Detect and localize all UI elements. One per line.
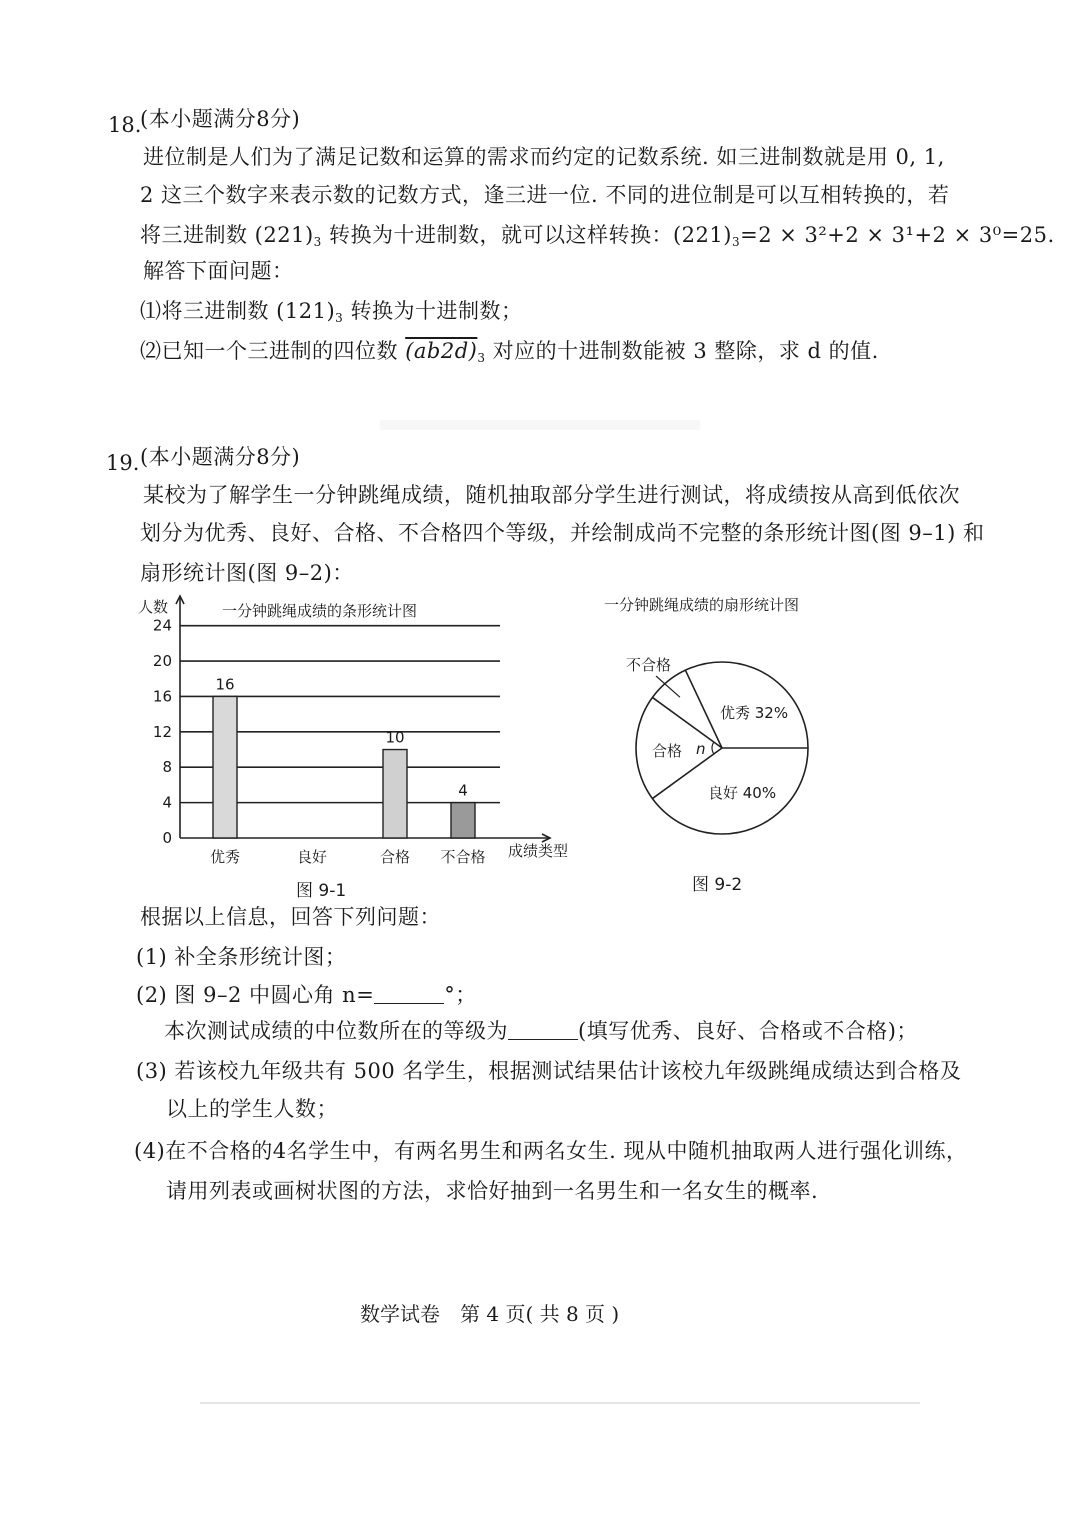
q19-part3-line1: (3) 若该校九年级共有 500 名学生，根据测试结果估计该校九年级跳绳成绩达到合格及	[136, 1059, 962, 1083]
q18-line3-prefix: 将三进制数 (221)	[140, 223, 314, 247]
x-tick-label: 合格	[379, 848, 411, 866]
pie-label-pass: 合格	[652, 742, 683, 760]
q18-part2-prefix: ⑵已知一个三进制的四位数	[140, 339, 406, 363]
q18-prompt: 解答下面问题：	[143, 259, 294, 283]
q18-line3-sub: 3	[313, 235, 322, 249]
q19-after-prompt: 根据以上信息，回答下列问题：	[140, 905, 441, 929]
bar-优秀	[213, 696, 237, 838]
q19-intro-line1: 某校为了解学生一分钟跳绳成绩，随机抽取部分学生进行测试，将成绩按从高到低依次	[143, 483, 960, 507]
q18-line3-mid: 转换为十进制数，就可以这样转换：(221)	[321, 223, 732, 247]
q19-intro-line2: 划分为优秀、良好、合格、不合格四个等级，并绘制成尚不完整的条形统计图(图 9–1) 和	[140, 521, 985, 545]
y-tick-label: 4	[162, 793, 172, 812]
x-tick-label: 优秀	[209, 848, 241, 866]
pie-chart	[600, 590, 840, 880]
y-tick-label: 8	[162, 758, 172, 777]
chart-title: 一分钟跳绳成绩的扇形统计图	[604, 596, 800, 614]
y-tick-label: 12	[152, 722, 172, 741]
bar-value-label: 10	[385, 728, 405, 747]
y-axis-label: 人数	[138, 598, 169, 616]
x-tick-label: 不合格	[440, 848, 486, 866]
answer-blank-angle	[374, 985, 444, 1004]
q18-header: (本小题满分8分)	[140, 107, 301, 131]
q19-number: 19.	[106, 451, 140, 475]
q18-part2	[140, 338, 879, 371]
pie-label-excellent: 优秀 32%	[720, 704, 789, 722]
fig1-caption: 图 9-1	[296, 881, 347, 901]
pie-label-good: 良好 40%	[708, 784, 777, 802]
q19-part2b	[164, 1018, 918, 1044]
q19-part1: (1) 补全条形统计图；	[136, 945, 347, 969]
x-tick-label: 良好	[296, 848, 328, 866]
q18-part1-prefix: ⑴将三进制数 (121)	[140, 299, 336, 323]
chart-title: 一分钟跳绳成绩的条形统计图	[222, 602, 418, 620]
q18-number: 18.	[108, 113, 142, 137]
scan-smudge	[380, 420, 700, 430]
y-tick-label: 16	[152, 687, 172, 706]
q18-part2-suffix: 对应的十进制数能被 3 整除，求 d 的值.	[485, 339, 879, 363]
bar-chart	[130, 590, 590, 880]
q18-line3-sub2: 3	[731, 235, 741, 249]
pie-label-fail: 不合格	[626, 656, 672, 674]
q19-part3-line2: 以上的学生人数；	[166, 1097, 338, 1121]
q18-line3-formula: =2 × 3²+2 × 3¹+2 × 3⁰=25.	[740, 223, 1055, 247]
fig2-caption: 图 9-2	[692, 875, 743, 895]
q19-header: (本小题满分8分)	[140, 445, 301, 469]
q19-part2-suffix: °；	[444, 983, 477, 1007]
q18-part1-sub: 3	[335, 311, 344, 325]
y-tick-label: 20	[152, 652, 172, 671]
bar-不合格	[451, 803, 475, 838]
q18-intro-line3	[140, 222, 1055, 255]
q18-intro-line1: 进位制是人们为了满足记数和运算的需求而约定的记数系统. 如三进制数就是用 0, 1,	[143, 145, 945, 169]
q18-part2-number: (ab2d)	[405, 339, 478, 363]
scan-edge-line	[200, 1402, 920, 1404]
q19-part2b-suffix: (填写优秀、良好、合格或不合格)；	[578, 1019, 918, 1043]
answer-blank-grade	[508, 1021, 578, 1040]
q18-part1	[140, 298, 522, 331]
q19-part2-prefix: (2) 图 9–2 中圆心角 n=	[136, 983, 375, 1007]
q19-intro-line3: 扇形统计图(图 9–2)：	[140, 561, 354, 585]
bar-合格	[383, 750, 407, 838]
q18-part1-suffix: 转换为十进制数；	[343, 299, 523, 323]
q18-part2-sub: 3	[477, 351, 486, 365]
q18-intro-line2: 2 这三个数字来表示数的记数方式，逢三进一位. 不同的进位制是可以互相转换的，若	[140, 183, 950, 207]
q19-part2b-prefix: 本次测试成绩的中位数所在的等级为	[164, 1019, 508, 1043]
x-axis-label: 成绩类型	[508, 842, 569, 860]
q19-part4-line2: 请用列表或画树状图的方法，求恰好抽到一名男生和一名女生的概率.	[166, 1179, 819, 1203]
y-tick-label: 24	[152, 616, 172, 635]
page-footer: 数学试卷 第 4 页( 共 8 页 )	[360, 1302, 620, 1326]
bar-value-label: 4	[458, 781, 468, 800]
bar-value-label: 16	[215, 675, 235, 694]
pie-angle-label: n	[696, 740, 706, 758]
q19-part4-line1: (4)在不合格的4名学生中，有两名男生和两名女生. 现从中随机抽取两人进行强化训练，	[134, 1139, 968, 1163]
q19-part2	[136, 982, 477, 1008]
y-tick-label: 0	[162, 829, 172, 847]
